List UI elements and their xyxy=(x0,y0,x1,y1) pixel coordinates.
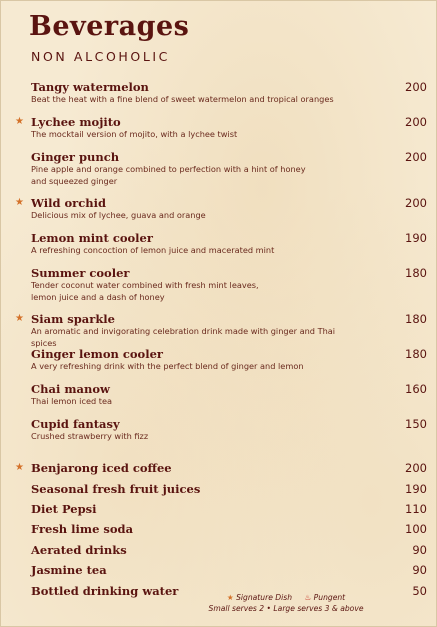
item-price: 180 xyxy=(405,347,427,361)
item-name: Ginger punch xyxy=(31,150,120,164)
item-price: 190 xyxy=(405,231,427,245)
item-name: Tangy watermelon xyxy=(31,80,149,94)
star-icon: ★ xyxy=(15,197,24,208)
item-name: Diet Pepsi xyxy=(31,502,97,516)
item-price: 150 xyxy=(405,417,427,431)
item-description xyxy=(31,210,361,222)
signature-label: Signature Dish xyxy=(236,593,293,602)
item-name: Siam sparkle xyxy=(31,312,115,326)
star-icon: ★ xyxy=(15,313,24,324)
menu-legend xyxy=(201,592,371,614)
item-price: 200 xyxy=(405,461,427,475)
item-description xyxy=(31,326,361,349)
item-description xyxy=(31,431,361,443)
item-description xyxy=(31,280,361,303)
item-price: 200 xyxy=(405,80,427,94)
item-description xyxy=(31,164,361,187)
item-price: 90 xyxy=(412,543,427,557)
item-description-line: Delicious mix of lychee, guava and orange xyxy=(31,210,206,220)
item-name: Bottled drinking water xyxy=(31,584,179,598)
pungent-label: Pungent xyxy=(313,593,346,602)
chili-icon: ♨ xyxy=(304,593,312,602)
item-description xyxy=(31,129,361,141)
item-price: 90 xyxy=(412,563,427,577)
item-description-line: The mocktail version of mojito, with a lychee twist xyxy=(31,129,238,139)
item-name: Aerated drinks xyxy=(31,543,127,557)
item-description-line: A very refreshing drink with the perfect blend of ginger and lemon xyxy=(31,361,304,371)
item-name: Summer cooler xyxy=(31,266,130,280)
item-name: Cupid fantasy xyxy=(31,417,120,431)
item-description-line: Tender coconut water combined with fresh mint leaves, xyxy=(31,280,259,290)
item-description-line: An aromatic and invigorating celebration drink made with ginger and Thai spices xyxy=(31,326,336,348)
item-name: Lychee mojito xyxy=(31,115,121,129)
item-price: 50 xyxy=(412,584,427,598)
item-price: 180 xyxy=(405,266,427,280)
item-description-line: Pine apple and orange combined to perfection with a hint of honey xyxy=(31,164,306,174)
item-name: Benjarong iced coffee xyxy=(31,461,172,475)
item-description-line: Thai lemon iced tea xyxy=(31,396,113,406)
page-subtitle: NON ALCOHOLIC xyxy=(31,49,171,64)
item-description xyxy=(31,396,361,408)
item-description-line: A refreshing concoction of lemon juice and macerated mint xyxy=(31,245,275,255)
item-name: Jasmine tea xyxy=(31,563,107,577)
star-icon: ★ xyxy=(15,462,24,473)
star-icon: ★ xyxy=(15,116,24,127)
item-description xyxy=(31,361,361,373)
item-price: 100 xyxy=(405,522,427,536)
item-name: Fresh lime soda xyxy=(31,522,134,536)
item-price: 160 xyxy=(405,382,427,396)
item-description-line: Crushed strawberry with fizz xyxy=(31,431,149,441)
item-name: Chai manow xyxy=(31,382,110,396)
item-price: 110 xyxy=(405,502,427,516)
star-icon: ★ xyxy=(226,593,234,602)
item-price: 200 xyxy=(405,150,427,164)
item-description-line: and squeezed ginger xyxy=(31,175,118,186)
item-description-line: lemon juice and a dash of honey xyxy=(31,291,165,302)
item-price: 190 xyxy=(405,482,427,496)
item-price: 200 xyxy=(405,196,427,210)
item-price: 180 xyxy=(405,312,427,326)
item-description xyxy=(31,245,361,257)
item-name: Ginger lemon cooler xyxy=(31,347,163,361)
item-name: Wild orchid xyxy=(31,196,106,210)
page-title: Beverages xyxy=(29,11,190,42)
item-price: 200 xyxy=(405,115,427,129)
item-description-line: Beat the heat with a fine blend of sweet watermelon and tropical oranges xyxy=(31,94,334,104)
item-name: Seasonal fresh fruit juices xyxy=(31,482,201,496)
item-name: Lemon mint cooler xyxy=(31,231,153,245)
serves-note: Small serves 2 • Large serves 3 & above xyxy=(208,604,364,613)
item-description xyxy=(31,94,361,106)
